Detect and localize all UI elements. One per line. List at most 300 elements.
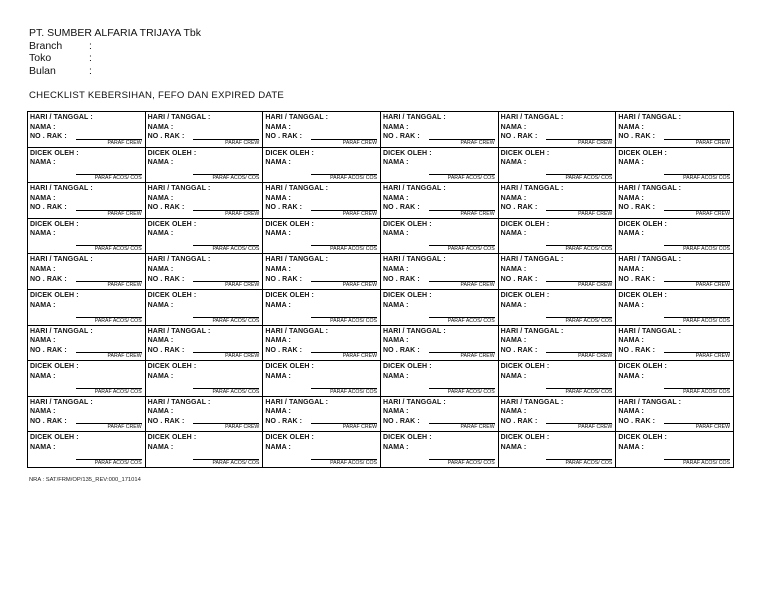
checklist-cell — [381, 397, 499, 468]
paraf-crew-label: PARAF CREW — [193, 281, 259, 288]
nama-label: NAMA : — [618, 301, 644, 309]
crew-section — [381, 326, 498, 362]
check-section — [146, 290, 263, 325]
checklist-cell — [616, 183, 734, 254]
dicek-oleh-label: DICEK OLEH : — [30, 363, 79, 371]
hari-tanggal-label: HARI / TANGGAL : — [147, 185, 211, 193]
checklist-cell — [616, 254, 734, 325]
hari-tanggal-label: HARI / TANGGAL : — [265, 256, 329, 264]
paraf-acos-label: PARAF ACOS/ COS — [664, 459, 730, 466]
nama-label: NAMA : — [265, 443, 291, 451]
check-section — [381, 148, 498, 183]
company-name: PT. SUMBER ALFARIA TRIJAYA Tbk — [29, 27, 201, 39]
paraf-crew-label: PARAF CREW — [546, 210, 612, 217]
paraf-acos-label: PARAF ACOS/ COS — [76, 388, 142, 395]
nama-label: NAMA : — [382, 123, 409, 131]
no-rak-label: NO . RAK : — [618, 133, 656, 141]
toko-row — [29, 52, 201, 65]
paraf-acos-label: PARAF ACOS/ COS — [311, 245, 377, 252]
paraf-crew-label: PARAF CREW — [76, 352, 142, 359]
dicek-oleh-label: DICEK OLEH : — [382, 434, 432, 442]
crew-section — [28, 112, 145, 148]
hari-tanggal-label: HARI / TANGGAL : — [500, 327, 564, 335]
dicek-oleh-label: DICEK OLEH : — [618, 149, 667, 157]
paraf-crew-label: PARAF CREW — [429, 352, 495, 359]
paraf-crew-label: PARAF CREW — [664, 423, 730, 430]
check-section — [146, 432, 263, 467]
hari-tanggal-label: HARI / TANGGAL : — [382, 185, 446, 193]
no-rak-label: NO . RAK : — [618, 346, 656, 354]
paraf-acos-label: PARAF ACOS/ COS — [76, 459, 142, 466]
check-section — [28, 290, 145, 325]
hari-tanggal-label: HARI / TANGGAL : — [382, 114, 446, 121]
checklist-cell — [263, 397, 381, 468]
paraf-crew-label: PARAF CREW — [546, 281, 612, 288]
nama-label: NAMA : — [265, 408, 291, 416]
nama-label: NAMA : — [382, 265, 409, 273]
check-section — [616, 219, 733, 254]
nama-label: NAMA : — [618, 337, 644, 345]
no-rak-label: NO . RAK : — [30, 133, 67, 141]
hari-tanggal-label: HARI / TANGGAL : — [30, 327, 93, 335]
nama-label: NAMA : — [382, 408, 409, 416]
checklist-cell — [499, 326, 617, 397]
hari-tanggal-label: HARI / TANGGAL : — [618, 398, 682, 406]
checklist-cell — [499, 397, 617, 468]
paraf-crew-label: PARAF CREW — [76, 281, 142, 288]
check-section — [146, 148, 263, 183]
crew-section — [28, 254, 145, 290]
branch-colon: : — [89, 39, 92, 52]
checklist-cell — [616, 397, 734, 468]
dicek-oleh-label: DICEK OLEH : — [147, 149, 197, 157]
nama-label: NAMA : — [147, 443, 174, 451]
checklist-cell — [499, 183, 617, 254]
no-rak-label: NO . RAK : — [382, 275, 420, 283]
nama-label: NAMA : — [265, 372, 291, 380]
check-section — [28, 432, 145, 467]
hari-tanggal-label: HARI / TANGGAL : — [382, 398, 446, 406]
nama-label: NAMA : — [265, 265, 291, 273]
dicek-oleh-label: DICEK OLEH : — [500, 434, 550, 442]
check-section — [616, 290, 733, 325]
paraf-crew-label: PARAF CREW — [546, 139, 612, 146]
form-code: NRA : SAT/FRM/OP/135_REV:000_171014 — [29, 477, 141, 483]
paraf-crew-label: PARAF CREW — [429, 210, 495, 217]
dicek-oleh-label: DICEK OLEH : — [265, 149, 314, 157]
hari-tanggal-label: HARI / TANGGAL : — [30, 398, 93, 406]
dicek-oleh-label: DICEK OLEH : — [265, 363, 314, 371]
paraf-crew-label: PARAF CREW — [664, 281, 730, 288]
paraf-crew-label: PARAF CREW — [546, 352, 612, 359]
no-rak-label: NO . RAK : — [30, 275, 67, 283]
paraf-crew-label: PARAF CREW — [311, 352, 377, 359]
checklist-cell — [146, 112, 264, 183]
checklist-cell — [263, 254, 381, 325]
nama-label: NAMA : — [30, 443, 56, 451]
hari-tanggal-label: HARI / TANGGAL : — [618, 256, 682, 264]
no-rak-label: NO . RAK : — [147, 417, 185, 425]
checklist-cell — [616, 326, 734, 397]
nama-label: NAMA : — [30, 194, 56, 202]
hari-tanggal-label: HARI / TANGGAL : — [265, 327, 329, 335]
no-rak-label: NO . RAK : — [382, 346, 420, 354]
paraf-crew-label: PARAF CREW — [664, 139, 730, 146]
checklist-cell — [146, 326, 264, 397]
checklist-cell — [28, 254, 146, 325]
nama-label: NAMA : — [618, 372, 644, 380]
paraf-crew-label: PARAF CREW — [429, 281, 495, 288]
paraf-crew-label: PARAF CREW — [193, 352, 259, 359]
no-rak-label: NO . RAK : — [30, 346, 67, 354]
paraf-crew-label: PARAF CREW — [76, 423, 142, 430]
check-section — [146, 361, 263, 396]
checklist-cell — [146, 254, 264, 325]
paraf-crew-label: PARAF CREW — [311, 210, 377, 217]
crew-section — [616, 326, 733, 362]
toko-colon: : — [89, 52, 92, 65]
check-section — [499, 148, 616, 183]
dicek-oleh-label: DICEK OLEH : — [147, 434, 197, 442]
checklist-cell — [28, 112, 146, 183]
nama-label: NAMA : — [147, 194, 174, 202]
dicek-oleh-label: DICEK OLEH : — [147, 363, 197, 371]
crew-section — [499, 326, 616, 362]
no-rak-label: NO . RAK : — [500, 275, 538, 283]
checklist-cell — [28, 397, 146, 468]
check-section — [263, 361, 380, 396]
paraf-acos-label: PARAF ACOS/ COS — [193, 174, 259, 181]
nama-label: NAMA : — [618, 230, 644, 238]
check-section — [381, 432, 498, 467]
paraf-acos-label: PARAF ACOS/ COS — [429, 174, 495, 181]
nama-label: NAMA : — [147, 159, 174, 167]
check-section — [263, 219, 380, 254]
crew-section — [146, 112, 263, 148]
nama-label: NAMA : — [382, 194, 409, 202]
nama-label: NAMA : — [147, 265, 174, 273]
check-section — [381, 219, 498, 254]
check-section — [28, 148, 145, 183]
nama-label: NAMA : — [30, 159, 56, 167]
no-rak-label: NO . RAK : — [618, 204, 656, 212]
no-rak-label: NO . RAK : — [265, 133, 303, 141]
dicek-oleh-label: DICEK OLEH : — [618, 363, 667, 371]
check-section — [616, 361, 733, 396]
paraf-acos-label: PARAF ACOS/ COS — [664, 174, 730, 181]
check-section — [381, 361, 498, 396]
no-rak-label: NO . RAK : — [265, 204, 303, 212]
no-rak-label: NO . RAK : — [382, 204, 420, 212]
nama-label: NAMA : — [265, 194, 291, 202]
paraf-acos-label: PARAF ACOS/ COS — [311, 174, 377, 181]
dicek-oleh-label: DICEK OLEH : — [382, 363, 432, 371]
no-rak-label: NO . RAK : — [618, 417, 656, 425]
paraf-acos-label: PARAF ACOS/ COS — [546, 245, 612, 252]
no-rak-label: NO . RAK : — [382, 133, 420, 141]
paraf-crew-label: PARAF CREW — [311, 139, 377, 146]
checklist-grid — [27, 111, 734, 468]
hari-tanggal-label: HARI / TANGGAL : — [265, 398, 329, 406]
paraf-acos-label: PARAF ACOS/ COS — [429, 459, 495, 466]
check-section — [499, 219, 616, 254]
no-rak-label: NO . RAK : — [500, 417, 538, 425]
check-section — [499, 361, 616, 396]
nama-label: NAMA : — [618, 408, 644, 416]
paraf-acos-label: PARAF ACOS/ COS — [76, 174, 142, 181]
nama-label: NAMA : — [30, 408, 56, 416]
paraf-crew-label: PARAF CREW — [76, 210, 142, 217]
check-section — [146, 219, 263, 254]
checklist-cell — [263, 183, 381, 254]
nama-label: NAMA : — [382, 230, 409, 238]
nama-label: NAMA : — [30, 301, 56, 309]
crew-section — [146, 397, 263, 433]
nama-label: NAMA : — [500, 337, 527, 345]
no-rak-label: NO . RAK : — [500, 204, 538, 212]
check-section — [616, 148, 733, 183]
crew-section — [263, 112, 380, 148]
nama-label: NAMA : — [147, 408, 174, 416]
dicek-oleh-label: DICEK OLEH : — [382, 292, 432, 299]
no-rak-label: NO . RAK : — [382, 417, 420, 425]
checklist-cell — [263, 112, 381, 183]
paraf-crew-label: PARAF CREW — [664, 352, 730, 359]
crew-section — [28, 183, 145, 219]
paraf-crew-label: PARAF CREW — [76, 139, 142, 146]
nama-label: NAMA : — [30, 372, 56, 380]
nama-label: NAMA : — [147, 372, 174, 380]
crew-section — [381, 183, 498, 219]
hari-tanggal-label: HARI / TANGGAL : — [30, 256, 93, 264]
checklist-cell — [263, 326, 381, 397]
hari-tanggal-label: HARI / TANGGAL : — [500, 114, 564, 121]
paraf-acos-label: PARAF ACOS/ COS — [311, 317, 377, 324]
hari-tanggal-label: HARI / TANGGAL : — [147, 114, 211, 121]
nama-label: NAMA : — [500, 372, 527, 380]
checklist-cell — [499, 254, 617, 325]
paraf-acos-label: PARAF ACOS/ COS — [193, 459, 259, 466]
hari-tanggal-label: HARI / TANGGAL : — [147, 327, 211, 335]
nama-label: NAMA : — [500, 230, 527, 238]
nama-label: NAMA : — [382, 372, 409, 380]
check-section — [263, 148, 380, 183]
nama-label: NAMA : — [147, 337, 174, 345]
nama-label: NAMA : — [618, 159, 644, 167]
paraf-crew-label: PARAF CREW — [664, 210, 730, 217]
nama-label: NAMA : — [500, 265, 527, 273]
bulan-row — [29, 65, 201, 78]
nama-label: NAMA : — [265, 230, 291, 238]
paraf-acos-label: PARAF ACOS/ COS — [193, 245, 259, 252]
checklist-cell — [146, 183, 264, 254]
check-section — [263, 290, 380, 325]
paraf-acos-label: PARAF ACOS/ COS — [193, 317, 259, 324]
dicek-oleh-label: DICEK OLEH : — [382, 220, 432, 228]
hari-tanggal-label: HARI / TANGGAL : — [618, 185, 682, 193]
nama-label: NAMA : — [618, 123, 644, 131]
no-rak-label: NO . RAK : — [147, 346, 185, 354]
crew-section — [263, 326, 380, 362]
no-rak-label: NO . RAK : — [147, 133, 185, 141]
no-rak-label: NO . RAK : — [500, 133, 538, 141]
dicek-oleh-label: DICEK OLEH : — [500, 292, 550, 299]
check-section — [28, 219, 145, 254]
paraf-acos-label: PARAF ACOS/ COS — [76, 317, 142, 324]
paraf-acos-label: PARAF ACOS/ COS — [429, 245, 495, 252]
no-rak-label: NO . RAK : — [147, 275, 185, 283]
checklist-cell — [381, 183, 499, 254]
branch-label: Branch — [29, 39, 63, 52]
paraf-acos-label: PARAF ACOS/ COS — [664, 388, 730, 395]
check-section — [263, 432, 380, 467]
paraf-acos-label: PARAF ACOS/ COS — [429, 317, 495, 324]
check-section — [28, 361, 145, 396]
checklist-cell — [28, 326, 146, 397]
nama-label: NAMA : — [500, 123, 527, 131]
nama-label: NAMA : — [147, 230, 174, 238]
crew-section — [263, 254, 380, 290]
hari-tanggal-label: HARI / TANGGAL : — [30, 185, 93, 193]
bulan-label: Bulan — [29, 64, 56, 77]
crew-section — [616, 112, 733, 148]
nama-label: NAMA : — [30, 337, 56, 345]
paraf-crew-label: PARAF CREW — [193, 139, 259, 146]
crew-section — [616, 254, 733, 290]
nama-label: NAMA : — [618, 265, 644, 273]
nama-label: NAMA : — [500, 443, 527, 451]
hari-tanggal-label: HARI / TANGGAL : — [30, 114, 93, 121]
crew-section — [28, 397, 145, 433]
crew-section — [616, 397, 733, 433]
dicek-oleh-label: DICEK OLEH : — [500, 363, 550, 371]
hari-tanggal-label: HARI / TANGGAL : — [382, 327, 446, 335]
nama-label: NAMA : — [147, 301, 174, 309]
paraf-acos-label: PARAF ACOS/ COS — [311, 459, 377, 466]
dicek-oleh-label: DICEK OLEH : — [30, 434, 79, 442]
nama-label: NAMA : — [618, 443, 644, 451]
nama-label: NAMA : — [30, 265, 56, 273]
dicek-oleh-label: DICEK OLEH : — [147, 292, 197, 299]
checklist-cell — [28, 183, 146, 254]
paraf-crew-label: PARAF CREW — [429, 139, 495, 146]
document-header — [29, 27, 201, 77]
dicek-oleh-label: DICEK OLEH : — [147, 220, 197, 228]
hari-tanggal-label: HARI / TANGGAL : — [147, 398, 211, 406]
nama-label: NAMA : — [500, 408, 527, 416]
paraf-acos-label: PARAF ACOS/ COS — [546, 317, 612, 324]
nama-label: NAMA : — [30, 230, 56, 238]
dicek-oleh-label: DICEK OLEH : — [500, 149, 550, 157]
no-rak-label: NO . RAK : — [265, 346, 303, 354]
no-rak-label: NO . RAK : — [147, 204, 185, 212]
dicek-oleh-label: DICEK OLEH : — [265, 434, 314, 442]
crew-section — [499, 397, 616, 433]
paraf-acos-label: PARAF ACOS/ COS — [546, 459, 612, 466]
check-section — [381, 290, 498, 325]
hari-tanggal-label: HARI / TANGGAL : — [500, 256, 564, 264]
nama-label: NAMA : — [382, 301, 409, 309]
checklist-cell — [381, 112, 499, 183]
hari-tanggal-label: HARI / TANGGAL : — [147, 256, 211, 264]
paraf-acos-label: PARAF ACOS/ COS — [193, 388, 259, 395]
toko-label: Toko — [29, 52, 52, 65]
crew-section — [381, 112, 498, 148]
dicek-oleh-label: DICEK OLEH : — [265, 292, 314, 299]
crew-section — [381, 397, 498, 433]
nama-label: NAMA : — [618, 194, 644, 202]
paraf-crew-label: PARAF CREW — [193, 423, 259, 430]
crew-section — [616, 183, 733, 219]
hari-tanggal-label: HARI / TANGGAL : — [265, 185, 329, 193]
checklist-cell — [381, 254, 499, 325]
paraf-crew-label: PARAF CREW — [546, 423, 612, 430]
crew-section — [28, 326, 145, 362]
paraf-acos-label: PARAF ACOS/ COS — [664, 317, 730, 324]
checklist-cell — [146, 397, 264, 468]
paraf-acos-label: PARAF ACOS/ COS — [429, 388, 495, 395]
branch-row — [29, 40, 201, 53]
check-section — [499, 290, 616, 325]
checklist-title: CHECKLIST KEBERSIHAN, FEFO DAN EXPIRED DATE — [29, 90, 285, 101]
nama-label: NAMA : — [500, 159, 527, 167]
check-section — [499, 432, 616, 467]
checklist-cell — [381, 326, 499, 397]
dicek-oleh-label: DICEK OLEH : — [618, 292, 667, 299]
checklist-cell — [616, 112, 734, 183]
crew-section — [499, 254, 616, 290]
nama-label: NAMA : — [265, 159, 291, 167]
check-section — [616, 432, 733, 467]
no-rak-label: NO . RAK : — [30, 417, 67, 425]
paraf-crew-label: PARAF CREW — [429, 423, 495, 430]
checklist-cell — [499, 112, 617, 183]
hari-tanggal-label: HARI / TANGGAL : — [382, 256, 446, 264]
paraf-crew-label: PARAF CREW — [193, 210, 259, 217]
dicek-oleh-label: DICEK OLEH : — [500, 220, 550, 228]
crew-section — [499, 112, 616, 148]
no-rak-label: NO . RAK : — [500, 346, 538, 354]
dicek-oleh-label: DICEK OLEH : — [618, 434, 667, 442]
hari-tanggal-label: HARI / TANGGAL : — [500, 185, 564, 193]
nama-label: NAMA : — [147, 123, 174, 131]
nama-label: NAMA : — [382, 337, 409, 345]
nama-label: NAMA : — [265, 337, 291, 345]
nama-label: NAMA : — [500, 194, 527, 202]
crew-section — [263, 183, 380, 219]
crew-section — [499, 183, 616, 219]
paraf-crew-label: PARAF CREW — [311, 281, 377, 288]
dicek-oleh-label: DICEK OLEH : — [30, 149, 79, 157]
crew-section — [146, 254, 263, 290]
paraf-acos-label: PARAF ACOS/ COS — [311, 388, 377, 395]
paraf-crew-label: PARAF CREW — [311, 423, 377, 430]
crew-section — [146, 183, 263, 219]
bulan-colon: : — [89, 64, 92, 77]
nama-label: NAMA : — [382, 159, 409, 167]
hari-tanggal-label: HARI / TANGGAL : — [618, 327, 682, 335]
dicek-oleh-label: DICEK OLEH : — [382, 149, 432, 157]
crew-section — [263, 397, 380, 433]
hari-tanggal-label: HARI / TANGGAL : — [265, 114, 329, 121]
dicek-oleh-label: DICEK OLEH : — [30, 292, 79, 299]
nama-label: NAMA : — [382, 443, 409, 451]
paraf-acos-label: PARAF ACOS/ COS — [664, 245, 730, 252]
nama-label: NAMA : — [500, 301, 527, 309]
nama-label: NAMA : — [265, 123, 291, 131]
nama-label: NAMA : — [265, 301, 291, 309]
dicek-oleh-label: DICEK OLEH : — [265, 220, 314, 228]
